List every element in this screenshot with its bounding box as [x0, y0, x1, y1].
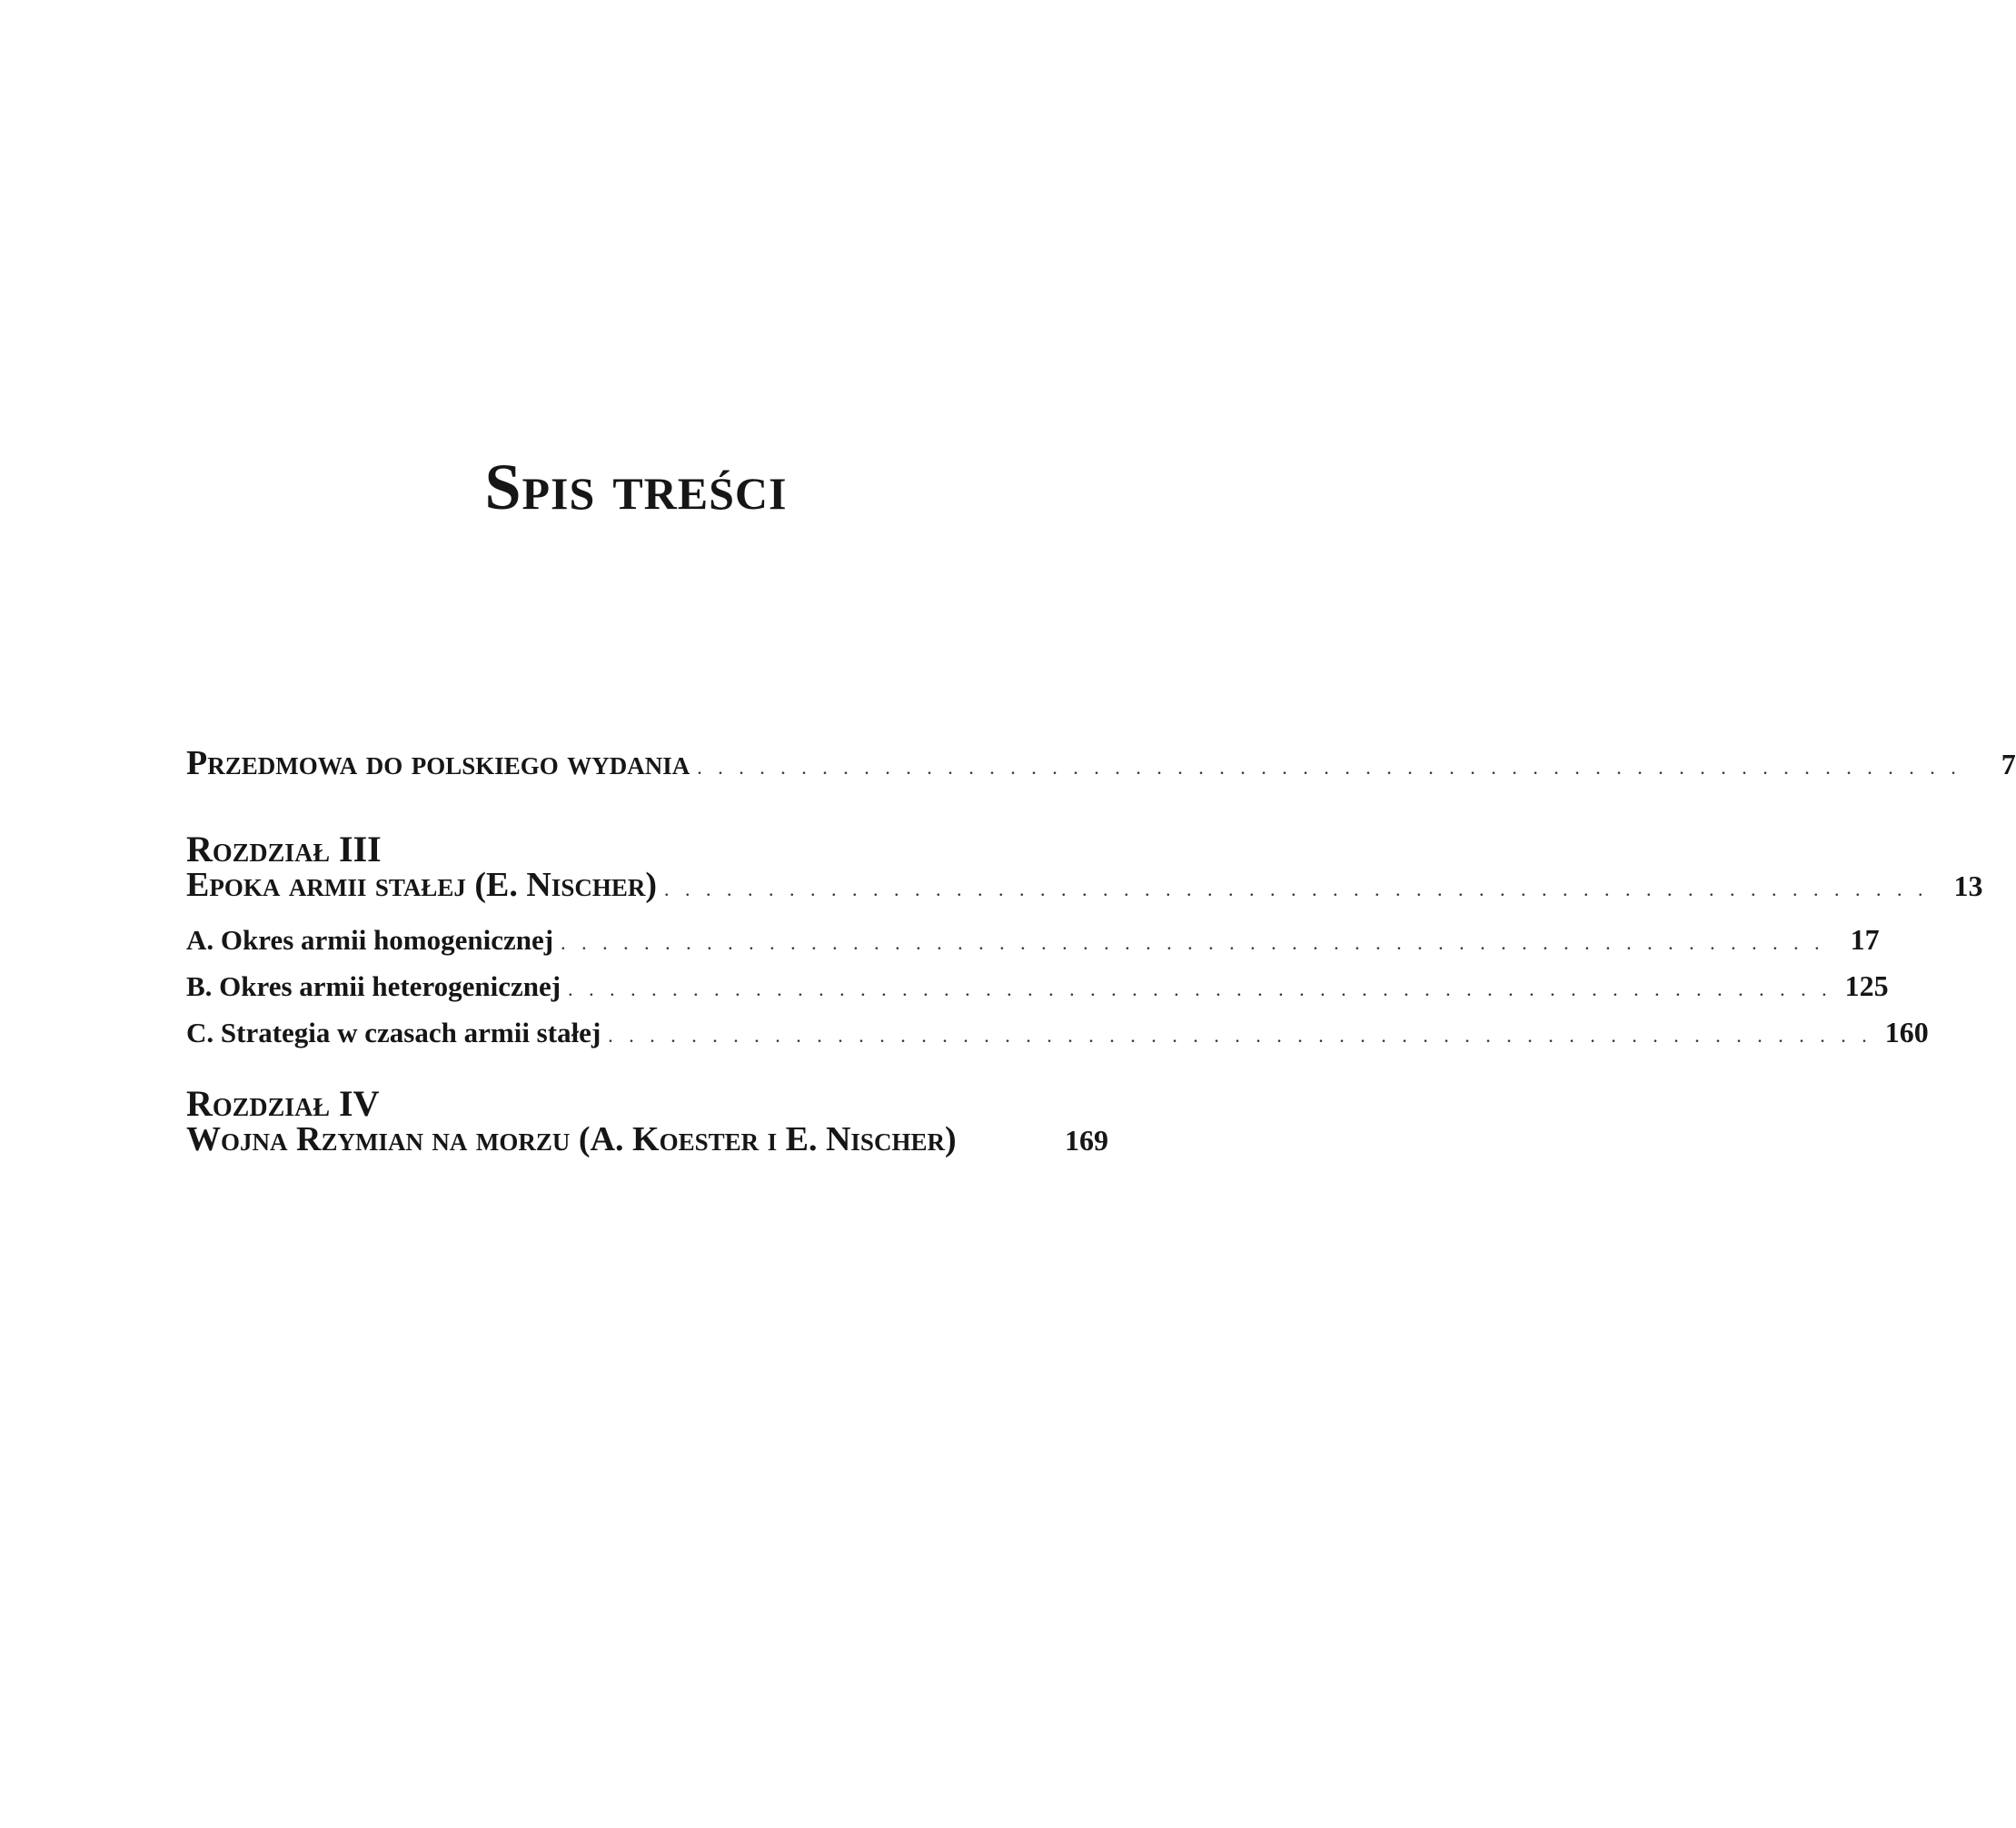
toc-entry-label: Przedmowa do polskiego wydania [186, 744, 690, 782]
toc-entry-label: A. Okres armii homogenicznej [186, 924, 554, 956]
dot-leader: . . . . . . . . . . . . . . . . . . . . . . . . . . . . . . . . . . . . . . . . . . . . . . . . . . . . . . . . . . . . . [608, 1024, 1872, 1047]
dot-leader: . . . . . . . . . . . . . . . . . . . . . . . . . . . . . . . . . . . . . . . . . . . . . . . . . . . . . . . . . . . . . [568, 978, 1832, 1000]
toc-entry-section-a[interactable] [186, 923, 1880, 957]
toc-entry-label: B. Okres armii heterogenicznej [186, 970, 561, 1002]
toc-entry-section-c[interactable] [186, 1016, 1929, 1049]
toc-entry-chapter-4[interactable] [186, 1119, 1108, 1159]
toc-entry-label: Wojna Rzymian na morzu (A. Koester i E. Nischer) [186, 1120, 957, 1158]
chapter-heading-4: Rozdział IV [186, 1083, 380, 1124]
toc-entry-page: 160 [1884, 1016, 1929, 1048]
toc-entry-label: C. Strategia w czasach armii stałej [186, 1017, 601, 1048]
toc-entry-chapter-3[interactable] [186, 865, 1983, 905]
dot-leader: . . . . . . . . . . . . . . . . . . . . . . . . . . . . . . . . . . . . . . . . . . . . . . . . . . . . . . . . . . . . . [664, 878, 1929, 900]
toc-entry-preface[interactable] [186, 743, 2016, 783]
dot-leader: . . . . . . . . . . . . . . . . . . . . . . . . . . . . . . . . . . . . . . . . . . . . . . . . . . . . . . . . . . . . . [697, 756, 1961, 779]
toc-entry-label: Epoka armii stałej (E. Nischer) [186, 866, 657, 904]
toc-entry-section-b[interactable] [186, 969, 1889, 1003]
dot-leader: . . . . . . . . . . . . . . . . . . . . . . . . . . . . . . . . . . . . . . . . . . . . . . . . . . . . . . . . . . . . . [561, 931, 1825, 954]
toc-entry-page: 13 [1953, 869, 1983, 902]
chapter-heading-3: Rozdział III [186, 829, 382, 869]
page-title: Spis treści [484, 451, 788, 523]
toc-entry-page: 7 [2001, 748, 2016, 780]
toc-entry-page: 169 [1065, 1124, 1108, 1157]
toc-entry-page: 17 [1850, 923, 1880, 956]
toc-entry-page: 125 [1844, 969, 1889, 1002]
